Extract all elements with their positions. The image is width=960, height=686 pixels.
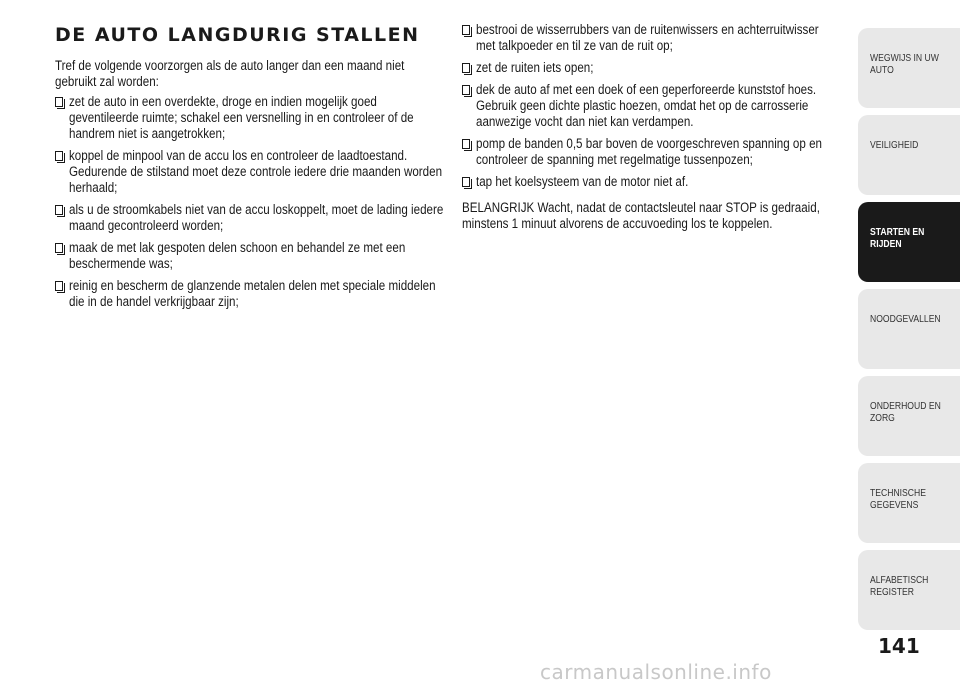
list-item: reinig en bescherm de glanzende metalen delen met speciale middelen die in de handel verkrijgbaar zijn; [55, 278, 447, 310]
checkbox-bullet-icon [462, 139, 470, 149]
left-list [55, 94, 447, 310]
checkbox-bullet-icon [462, 25, 470, 35]
important-note: BELANGRIJK Wacht, nadat de contactsleutel naar STOP is gedraaid, minstens 1 minuut alvorens de accuvoeding los te koppelen. [462, 200, 820, 231]
checkbox-bullet-icon [55, 151, 63, 161]
checkbox-bullet-icon [55, 205, 63, 215]
checkbox-bullet-icon [462, 177, 470, 187]
tab-alfabetisch-register[interactable]: ALFABETISCH REGISTER [858, 550, 960, 630]
checkbox-bullet-icon [462, 85, 470, 95]
list-item: als u de stroomkabels niet van de accu loskoppelt, moet de lading iedere maand gecontroleerd worden; [55, 202, 447, 234]
list-item: koppel de minpool van de accu los en controleer de laadtoestand. Gedurende de stilstand moet deze controle iedere drie maanden worden herhaald; [55, 148, 447, 196]
chapter-sidebar [858, 28, 960, 637]
right-list [462, 22, 842, 190]
section-title: DE AUTO LANGDURIG STALLEN [55, 24, 420, 46]
tab-veiligheid[interactable]: VEILIGHEID [858, 115, 960, 195]
page-number: 141 [878, 634, 920, 658]
list-item: zet de auto in een overdekte, droge en indien mogelijk goed geventileerde ruimte; schakel een versnelling in en controleer of de handrem niet is aangetrokken; [55, 94, 447, 142]
tab-noodgevallen[interactable]: NOODGEVALLEN [858, 289, 960, 369]
right-column [462, 22, 842, 232]
intro-text: Tref de volgende voorzorgen als de auto langer dan een maand niet gebruikt zal worden: [55, 58, 405, 89]
watermark: carmanualsonline.info [540, 660, 772, 684]
list-item: dek de auto af met een doek of een geperforeerde kunststof hoes. Gebruik geen dichte plastic hoezen, omdat het op de carrosserie aanwezige vocht dan niet kan verdampen. [462, 82, 842, 130]
checkbox-bullet-icon [462, 63, 470, 73]
list-item: maak de met lak gespoten delen schoon en behandel ze met een beschermende was; [55, 240, 447, 272]
list-item: bestrooi de wisserrubbers van de ruitenwissers en achterruitwisser met talkpoeder en til ze van de ruit op; [462, 22, 842, 54]
list-item: pomp de banden 0,5 bar boven de voorgeschreven spanning op en controleer de spanning met regelmatige tussenpozen; [462, 136, 842, 168]
checkbox-bullet-icon [55, 243, 63, 253]
left-column [55, 22, 447, 316]
list-item: zet de ruiten iets open; [462, 60, 842, 76]
checkbox-bullet-icon [55, 281, 63, 291]
tab-starten-en-rijden[interactable]: STARTEN EN RIJDEN [858, 202, 960, 282]
checkbox-bullet-icon [55, 97, 63, 107]
list-item: tap het koelsysteem van de motor niet af. [462, 174, 842, 190]
tab-wegwijs[interactable]: WEGWIJS IN UW AUTO [858, 28, 960, 108]
tab-onderhoud-en-zorg[interactable]: ONDERHOUD EN ZORG [858, 376, 960, 456]
tab-technische-gegevens[interactable]: TECHNISCHE GEGEVENS [858, 463, 960, 543]
